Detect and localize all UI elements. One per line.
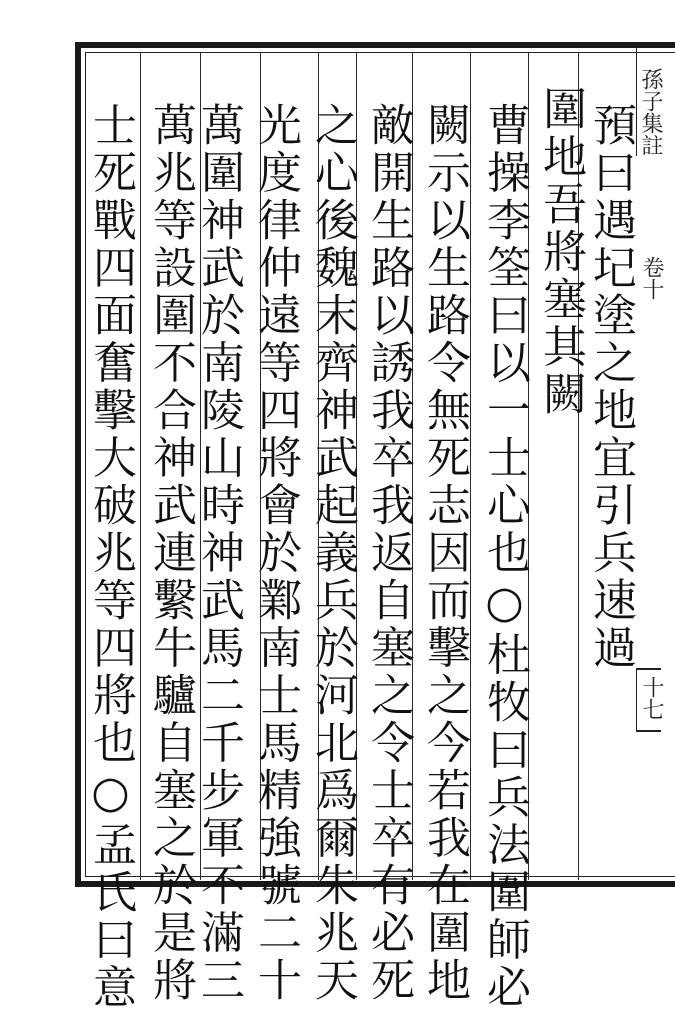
text-column-1: 預曰遇圮塗之地宜引兵速過 — [585, 102, 636, 672]
text-column-8: 萬圍神武於南陵山時神武馬二千步軍不滿三 — [193, 102, 244, 1005]
text-column-9: 萬兆等設圍不合神武連繫牛驢自塞之於是將 — [145, 102, 196, 1005]
text-column-3: 曹操李筌曰以一士心也○杜牧曰兵法圍師必 — [479, 102, 530, 1012]
text-column-4: 闕示以生路令無死志因而擊之今若我在圍地 — [419, 102, 470, 1005]
text-column-5: 敵開生路以誘我卒我返自塞之令士卒有必死 — [363, 102, 414, 1005]
margin-title-fragment: 孫子集註 — [638, 68, 663, 156]
margin-page-number-fragment: 十七 — [639, 676, 664, 720]
text-column-7: 光度律仲遠等四將會於鄴南士馬精強號二十 — [250, 102, 301, 1005]
text-column-2: 圍地吾將塞其闕 — [535, 86, 586, 419]
text-column-10: 士死戰四面奮擊大破兆等四將也○孟氏曰意 — [85, 102, 136, 1012]
text-column-6: 之心後魏末齊神武起義兵於河北爲爾朱兆天 — [307, 102, 358, 1005]
margin-volume-fragment: 卷十 — [639, 256, 664, 300]
